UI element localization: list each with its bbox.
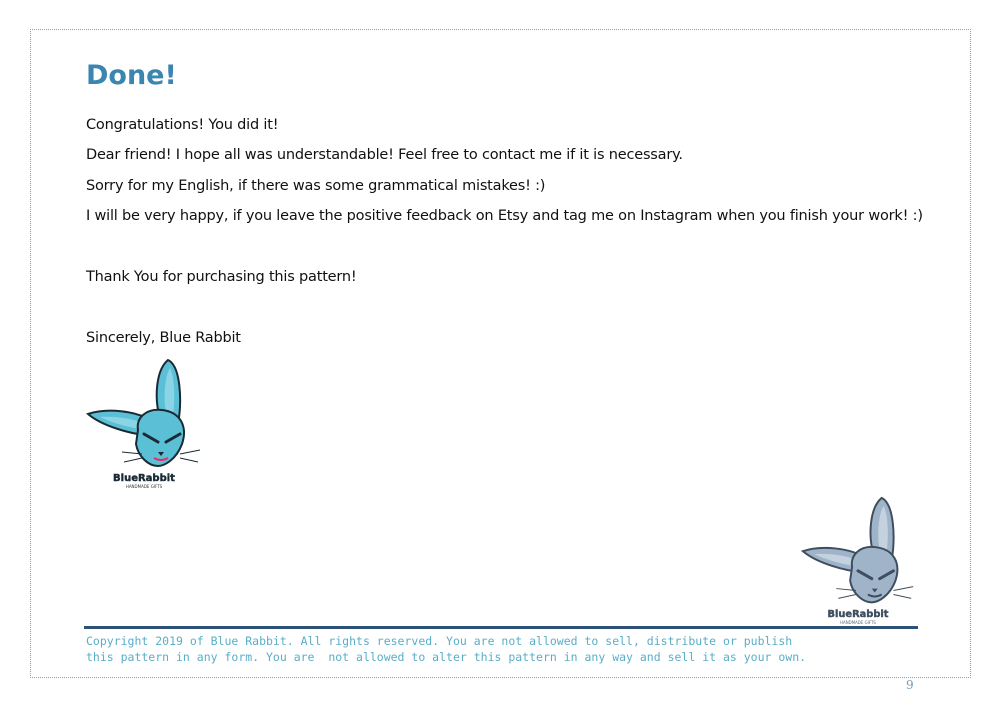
page-title: Done! bbox=[86, 60, 177, 91]
blue-rabbit-logo bbox=[84, 356, 204, 490]
corner-rabbit-logo bbox=[796, 494, 920, 626]
logo-tagline: HANDMADE GIFTS bbox=[125, 484, 163, 489]
copyright-line-2: this pattern in any form. You are not allowed to alter this pattern in any way and sell it as your own. bbox=[86, 650, 807, 664]
copyright-line-1: Copyright 2019 of Blue Rabbit. All rights reserved. You are not allowed to sell, distribute or publish bbox=[86, 634, 793, 648]
paragraph-feedback-request: I will be very happy, if you leave the positive feedback on Etsy and tag me on Instagram when you finish your work! :) bbox=[86, 208, 923, 224]
paragraph-congratulations: Congratulations! You did it! bbox=[86, 117, 279, 133]
corner-logo-wordmark: BlueRabbit bbox=[827, 609, 889, 621]
paragraph-sorry-english: Sorry for my English, if there was some grammatical mistakes! :) bbox=[86, 178, 546, 194]
corner-logo-tagline: HANDMADE GIFTS bbox=[840, 620, 876, 626]
rabbit-head-icon bbox=[88, 360, 200, 466]
page-number: 9 bbox=[906, 678, 914, 692]
copyright-notice bbox=[86, 633, 806, 665]
logo-wordmark: BlueRabbit bbox=[113, 473, 175, 484]
paragraph-dear-friend: Dear friend! I hope all was understandable! Feel free to contact me if it is necessary. bbox=[86, 147, 683, 163]
paragraph-thank-you: Thank You for purchasing this pattern! bbox=[86, 269, 357, 285]
rabbit-head-grey-icon bbox=[803, 498, 913, 602]
paragraph-signature: Sincerely, Blue Rabbit bbox=[86, 330, 241, 346]
footer-rule bbox=[84, 626, 918, 629]
